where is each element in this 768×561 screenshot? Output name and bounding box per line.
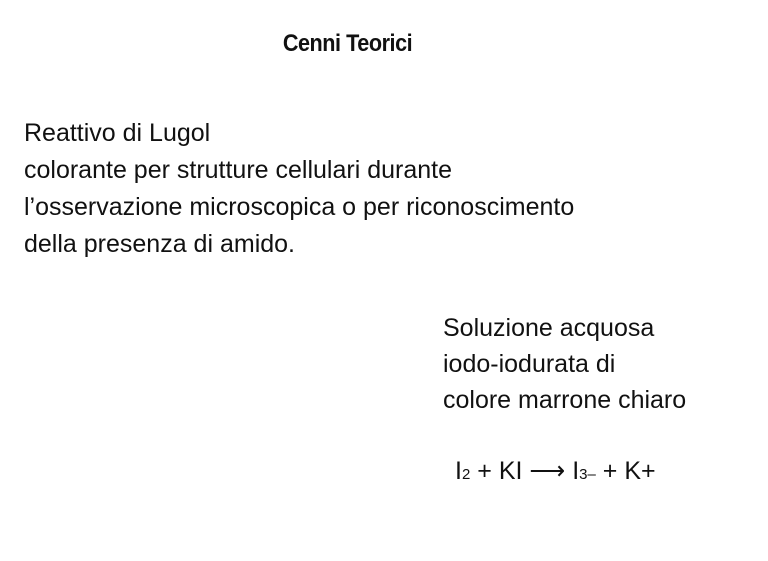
- plus-sign: +: [602, 457, 618, 485]
- intro-line: della presenza di amido.: [24, 230, 295, 258]
- solution-description: [443, 310, 763, 418]
- intro-line: l’osservazione microscopica o per riconoscimento: [24, 193, 575, 221]
- intro-line: colorante per strutture cellulari durante: [24, 156, 453, 184]
- solution-line: colore marrone chiaro: [443, 386, 687, 414]
- plus-sign: +: [477, 457, 492, 485]
- reaction-arrow: ⟶: [529, 457, 566, 485]
- product-triiodide: I: [572, 457, 580, 485]
- intro-paragraph: [24, 115, 744, 263]
- reactant-iodine-subscript: 2: [461, 466, 471, 483]
- solution-line: iodo-iodurata di: [443, 350, 616, 378]
- solution-line: Soluzione acquosa: [443, 314, 655, 342]
- intro-line: Reattivo di Lugol: [24, 119, 211, 147]
- product-triiodide-subscript: 3–: [579, 466, 596, 483]
- chemical-equation: [455, 455, 656, 491]
- reactant-potassium-iodide: KI: [498, 457, 523, 485]
- product-potassium-ion: K+: [624, 457, 656, 485]
- reactant-iodine: I: [455, 457, 462, 485]
- slide-title: Cenni Teorici: [282, 30, 413, 57]
